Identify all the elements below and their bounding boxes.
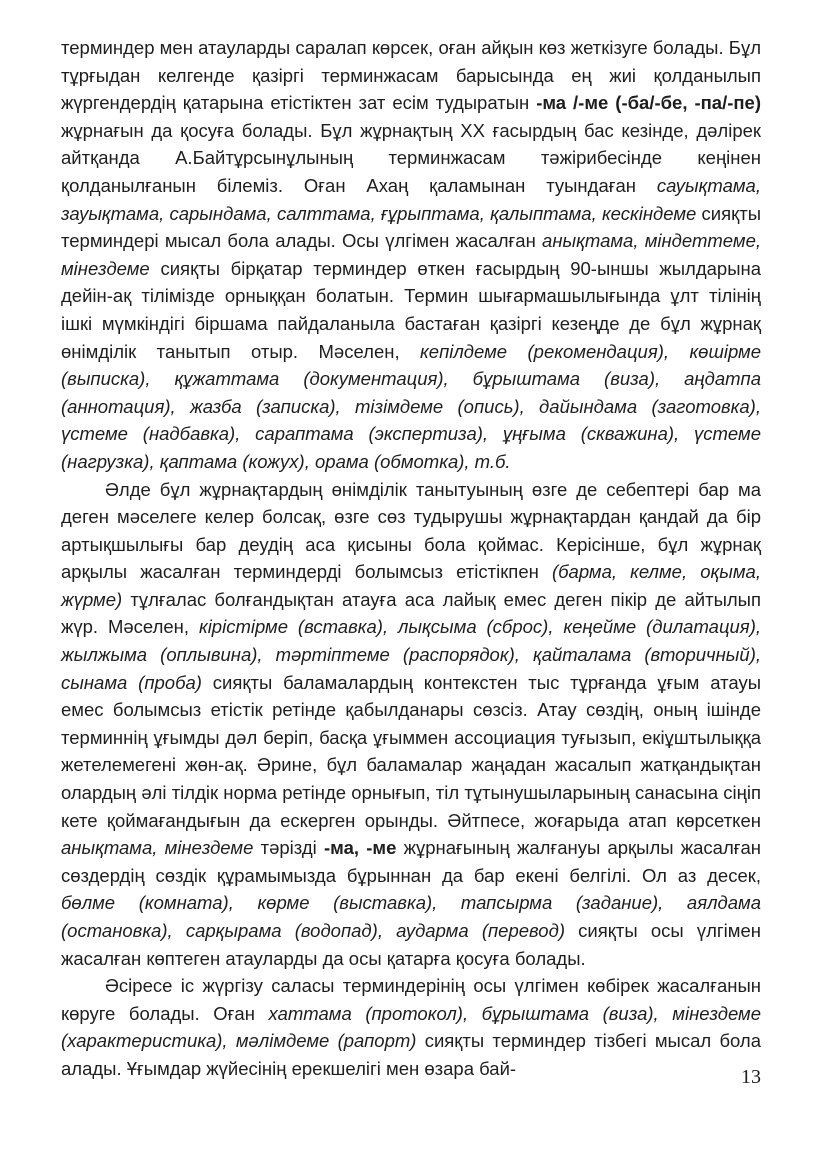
paragraph-1 [61,34,761,476]
paragraph-2-text-3: сияқты баламалардың контекстен тыс тұрғанда ұғым атауы емес болымсыз етістік ретінде қабылданары сөзсіз. Атау сөздің, оның ішінде терминнің ұғымды дәл беріп, басқа ұғыммен ассоциация туғызып, екіұштылыққа жетелемегені жөн-ақ. Әрине, бұл баламалар жаңадан жасалып жатқандықтан олардың әлі тілдік норма ретінде орнығып, тіл тұтынушыларының санасына сіңіп кете қоймағандығын да ескерген орынды. Әйтпесе, жоғарыда атап көрсеткен [61,671,762,831]
paragraph-3 [61,972,761,1082]
paragraph-3-text-1: Әсіресе іс жүргізу саласы терминдерінің осы үлгімен көбірек жасалғанын көруге болады. Оған [61,975,761,1024]
paragraph-2-text-5: жұрнағының жалғануы арқылы жасалған сөздердің сөздік құрамымызда бұрыннан да бар екені белгілі. Ол аз десек, [61,837,762,886]
suffix-ma-me: -ма, -ме [323,837,397,859]
negative-verb-examples: (барма, келме, оқыма, жүрме) [61,561,761,610]
paragraph-2 [61,476,761,973]
ambiguous-term-examples: кірістірме (вставка), лықсыма (сброс), кеңейме (дилатация), жылжыма (оплывина), тәртіптеме (распорядок), қайталама (вторичный), сынама (проба) [61,616,761,693]
recalled-terms: анықтама, мінездеме [61,837,254,859]
suffix-ma-me-variants: -ма /-ме (-ба/-бе, -па/-пе) [536,92,761,114]
paragraph-1-text-1: терминдер мен атауларды саралап көрсек, оған айқын көз жеткізуге болады. Бұл тұрғыдан келгенде қазіргі терминжасам барысында ең жиі қолданылып жүргендердің қатарына етістіктен зат есім тудыратын [61,37,761,114]
established-terms: анықтама, міндеттеме, мінездеме [61,230,761,279]
paragraph-3-text-2: сияқты терминдер тізбегі мысал бола алады. Ұғымдар жүйесінің ерекшелігі мен өзара бай- [61,1030,762,1079]
paragraph-1-text-2: жұрнағын да қосуға болады. Бұл жұрнақтың XX ғасырдың бас кезінде, дәлірек айтқанда А.Байтұрсынұлының терминжасам тәжірибесінде кеңінен қолданылғанын білеміз. Оған Ахаң қаламынан туындаған [61,119,761,196]
paragraph-2-text-1: Әлде бұл жұрнақтардың өнімділік танытуының өзге де себептері бар ма деген мәселеге келер болсақ, өзге сөз тудырушы жұрнақтардан қандай да бір артықшылығы бар деудің аса қисыны бола қоймас. Керісінше, бұл жұрнақ арқылы жасалған терминдерді болымсыз етістікпен [61,478,761,583]
paragraph-2-text-6: сияқты осы үлгімен жасалған көптеген атауларды да осы қатарға қосуға болады. [61,920,761,969]
page-body [61,34,761,1083]
page-number: 13 [741,1066,761,1088]
baitursynuly-terms: сауықтама, зауықтама, сарындама, салттама, ғұрыптама, қалыптама, кескіндеме [61,174,761,224]
office-term-examples: хаттама (протокол), бұрыштама (виза), мінездеме (характеристика), мәлімдеме (рапорт) [61,1002,762,1052]
paragraph-2-text-2: тұлғалас болғандықтан атауға аса лайық емес деген пікір де айтылып жүр. Мәселен, [61,588,761,638]
paragraph-1-text-4: сияқты бірқатар терминдер өткен ғасырдың 90-ыншы жылдарына дейін-ақ тілімізде орныққан болатын. Термин шығармашылығында ұлт тілінің ішкі мүмкіндігі біршама пайдаланыла бастаған қазіргі кезеңде де бұл жұрнақ өнімділік танытып отыр. Мәселен, [61,257,761,362]
common-word-examples: бөлме (комната), көрме (выставка), тапсырма (задание), аялдама (остановка), сарқырама (водопад), аударма (перевод) [61,892,761,941]
paragraph-1-text-3: сияқты терминдері мысал бола алады. Осы үлгімен жасалған [61,202,761,252]
modern-term-examples: кепілдеме (рекомендация), көшірме (выписка), құжаттама (документация), бұрыштама (виза), аңдатпа (аннотация), жазба (записка), тізімдеме (опись), дайындама (заготовка), үстеме (надбавка), сараптама (экспертиза), ұңғыма (скважина), үстеме (нагрузка), қаптама (кожух), орама (обмотка), т.б. [61,340,761,472]
paragraph-2-text-4: тәрізді [253,837,324,859]
